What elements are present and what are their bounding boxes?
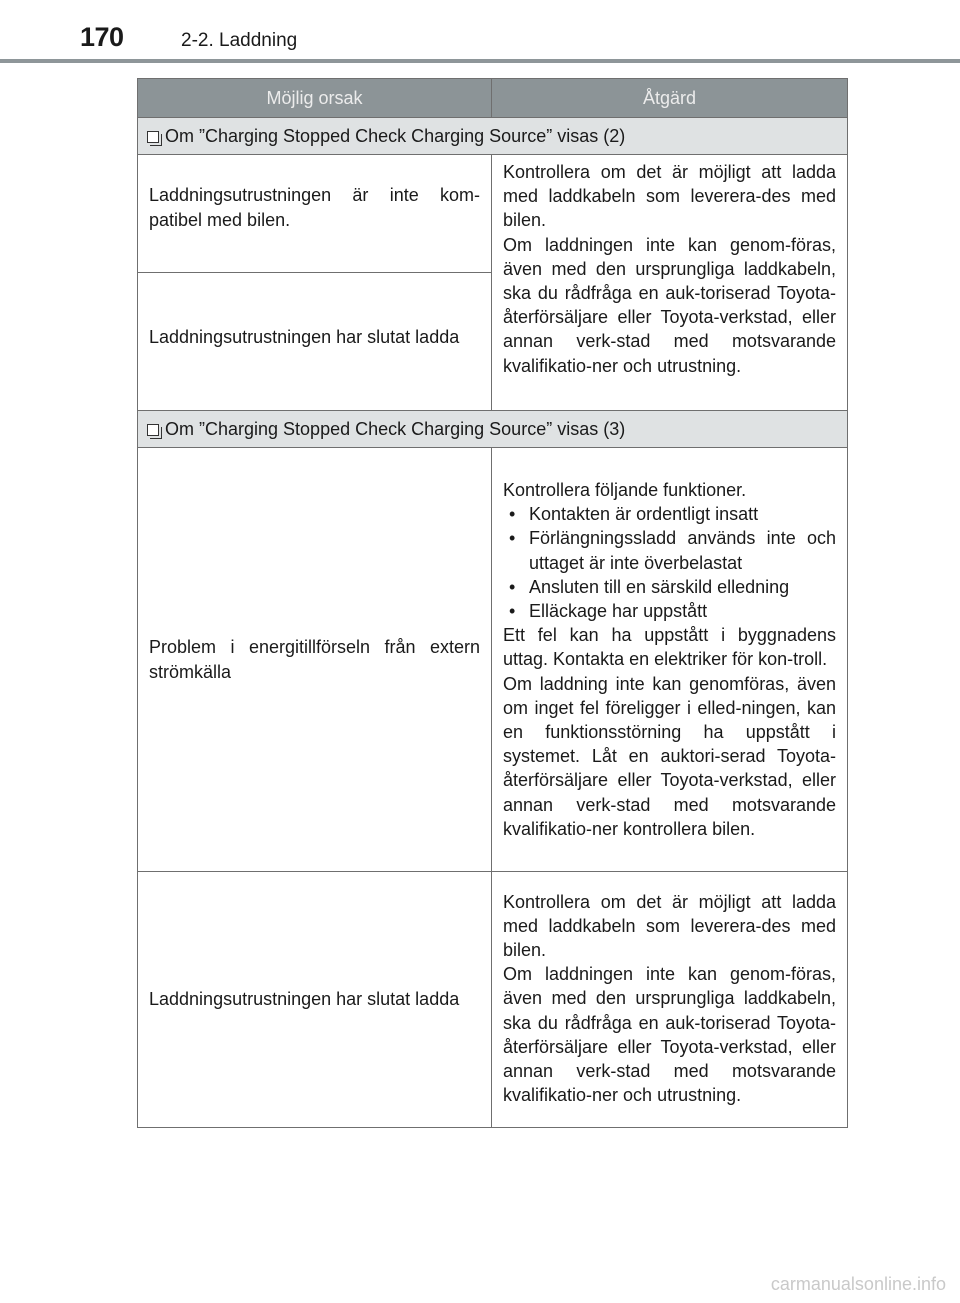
action-paragraph: Om laddningen inte kan genom-föras, även med den ursprungliga laddkabeln, ska du rådfråga en auk-toriserad Toyota-återförsäljare eller Toyota-verkstad, eller annan verk-stad med motsvarande kvalifikatio-ner och utrustning. — [503, 964, 836, 1106]
action-cell — [492, 872, 848, 1128]
section-2-title: Om ”Charging Stopped Check Charging Source” visas (2) — [165, 125, 626, 146]
section-row-2 — [138, 118, 848, 155]
section-heading — [138, 411, 848, 448]
column-header-cause: Möjlig orsak — [138, 79, 492, 118]
cause-text: Laddningsutrustningen har slutat ladda — [149, 989, 460, 1010]
table-header-row — [138, 79, 848, 118]
list-item: • Kontakten är ordentligt insatt — [503, 502, 836, 526]
cause-action-table — [137, 78, 848, 1128]
table-row — [138, 448, 848, 872]
checkbox-icon — [147, 424, 159, 436]
column-header-action: Åtgärd — [492, 79, 848, 118]
table-row — [138, 155, 848, 273]
list-item: • Ansluten till en särskild elledning — [503, 575, 836, 599]
page-header — [0, 0, 960, 64]
cause-text: Laddningsutrustningen har slutat ladda — [149, 327, 460, 348]
list-item: • Elläckage har uppstått — [503, 599, 836, 623]
action-paragraph: Kontrollera om det är möjligt att ladda med laddkabeln som leverera-des med bilen. — [503, 162, 836, 231]
section-heading — [138, 118, 848, 155]
cause-cell — [138, 155, 492, 273]
checkbox-icon — [147, 131, 159, 143]
section-title: 2-2. Laddning — [181, 30, 298, 51]
cause-cell — [138, 448, 492, 872]
action-intro: Kontrollera följande funktioner. — [503, 479, 747, 500]
page-number: 170 — [80, 22, 124, 52]
action-paragraph: Om laddningen inte kan genom-föras, även med den ursprungliga laddkabeln, ska du rådfråga en auk-toriserad Toyota-återförsäljare eller Toyota-verkstad, eller annan verk-stad med motsvarande kvalifikatio-ner och utrustning. — [503, 234, 836, 376]
action-cell — [492, 155, 848, 411]
action-cell — [492, 448, 848, 872]
action-paragraph: Ett fel kan ha uppstått i byggnadens uttag. Kontakta en elektriker för kon-troll. — [503, 625, 836, 670]
cause-cell — [138, 273, 492, 411]
watermark: carmanualsonline.info — [770, 1274, 946, 1294]
cause-text: Problem i energitillförseln från extern strömkälla — [149, 637, 480, 682]
list-item: • Förlängningssladd används inte och uttaget är inte överbelastat — [503, 526, 836, 574]
table-row — [138, 872, 848, 1128]
section-3-title: Om ”Charging Stopped Check Charging Source” visas (3) — [165, 418, 626, 439]
header-rule — [0, 59, 960, 63]
cause-cell — [138, 872, 492, 1128]
section-row-3 — [138, 411, 848, 448]
action-paragraph: Kontrollera om det är möjligt att ladda med laddkabeln som leverera-des med bilen. — [503, 891, 836, 960]
action-paragraph: Om laddning inte kan genomföras, även om inget fel föreligger i elled-ningen, kan en funktionsstörning ha uppstått i systemet. Låt en auktori-serad Toyota-återförsäljare eller Toyota-verkstad, eller annan verk-stad med motsvarande kvalifikatio-ner kontrollera bilen. — [503, 673, 836, 839]
check-list — [503, 502, 836, 623]
cause-text: Laddningsutrustningen är inte kom-patibel med bilen. — [149, 185, 480, 230]
